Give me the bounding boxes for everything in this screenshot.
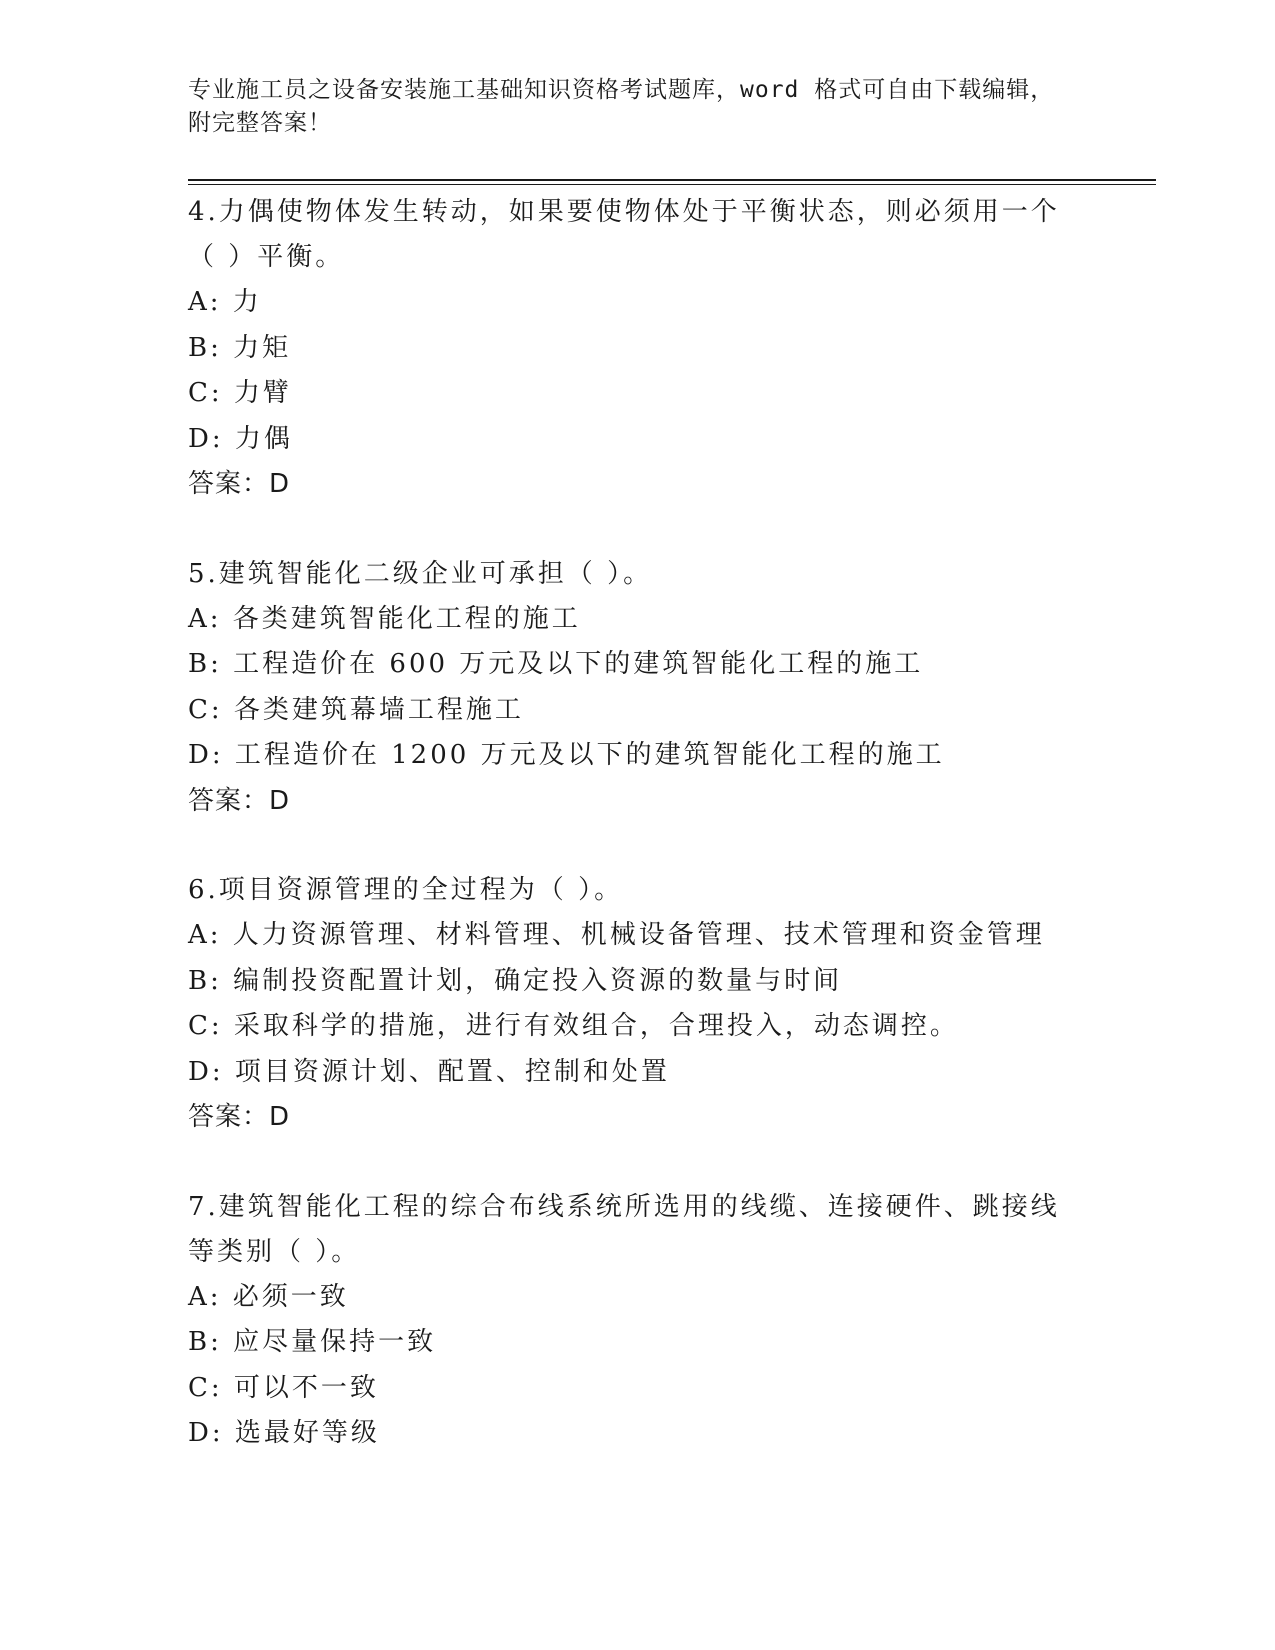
question-list	[188, 190, 1088, 1457]
document-header	[188, 74, 1068, 140]
answer-line: 答案：D	[188, 785, 291, 816]
option-a: A: 各类建筑智能化工程的施工	[188, 603, 581, 634]
option-d: D: 项目资源计划、配置、控制和处置	[188, 1056, 670, 1087]
header-line-1: 专业施工员之设备安装施工基础知识资格考试题库，word 格式可自由下载编辑，	[188, 77, 1055, 103]
question-stem-continued: 等类别（ ）。	[188, 1236, 361, 1267]
option-d: D: 工程造价在 1200 万元及以下的建筑智能化工程的施工	[188, 740, 945, 770]
header-divider-thin	[188, 184, 1156, 185]
option-c: C: 可以不一致	[188, 1372, 379, 1403]
header-divider-thick	[188, 179, 1156, 181]
question-4	[188, 190, 1088, 508]
answer-line: 答案：D	[188, 469, 291, 499]
question-stem: 6.项目资源管理的全过程为（ ）。	[188, 875, 624, 905]
option-b: B: 编制投资配置计划，确定投入资源的数量与时间	[188, 965, 843, 996]
option-a: A: 力	[188, 287, 262, 317]
option-d: D: 力偶	[188, 423, 293, 454]
question-spacer	[188, 508, 1088, 552]
question-stem: 5.建筑智能化二级企业可承担（ ）。	[188, 558, 653, 589]
question-7	[188, 1185, 1088, 1457]
question-stem-continued: （ ）平衡。	[188, 242, 345, 272]
option-b: B: 工程造价在 600 万元及以下的建筑智能化工程的施工	[188, 649, 924, 679]
question-spacer	[188, 824, 1088, 868]
option-a: A: 必须一致	[188, 1281, 349, 1312]
option-b: B: 力矩	[188, 332, 292, 363]
question-5	[188, 552, 1088, 825]
option-c: C: 采取科学的措施，进行有效组合，合理投入，动态调控。	[188, 1011, 959, 1041]
header-line-2: 附完整答案！	[188, 110, 332, 136]
question-6	[188, 868, 1088, 1141]
option-a: A: 人力资源管理、材料管理、机械设备管理、技术管理和资金管理	[188, 920, 1045, 950]
question-stem: 4.力偶使物体发生转动，如果要使物体处于平衡状态，则必须用一个	[188, 197, 1060, 227]
option-c: C: 各类建筑幕墙工程施工	[188, 694, 524, 725]
question-stem: 7.建筑智能化工程的综合布线系统所选用的线缆、连接硬件、跳接线	[188, 1191, 1060, 1222]
answer-line: 答案：D	[188, 1102, 291, 1132]
option-d: D: 选最好等级	[188, 1418, 380, 1448]
option-c: C: 力臂	[188, 378, 292, 408]
option-b: B: 应尽量保持一致	[188, 1327, 437, 1357]
question-spacer	[188, 1141, 1088, 1185]
